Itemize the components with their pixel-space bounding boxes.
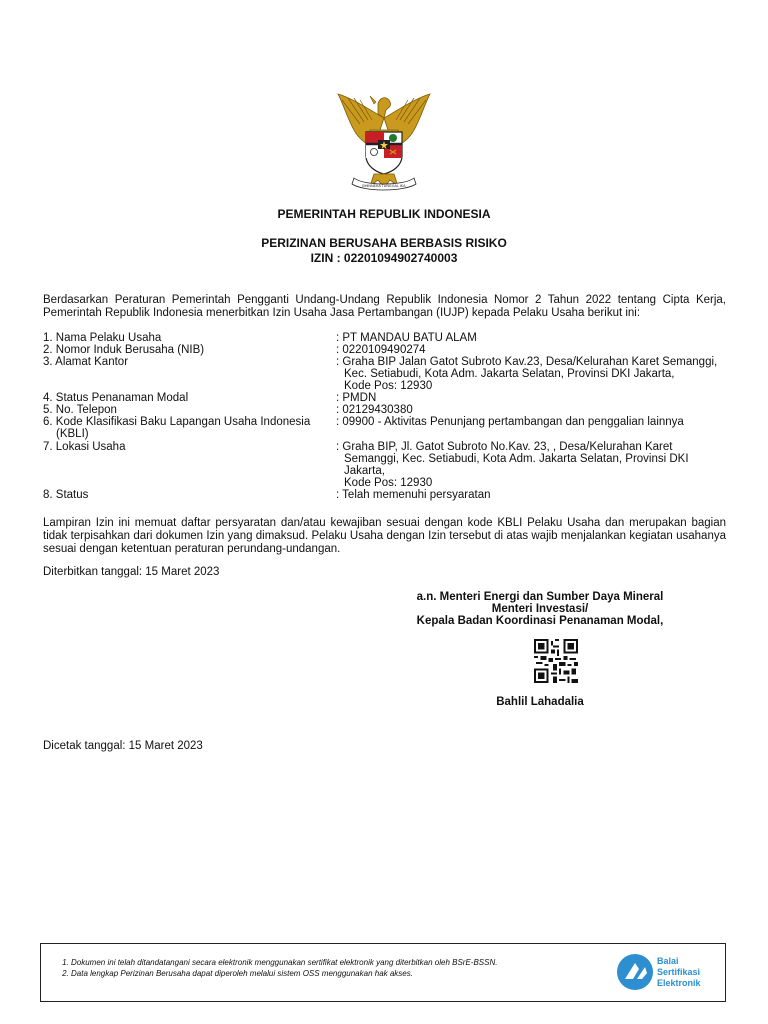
field-value-cont: Kode Pos: 12930 [344, 477, 433, 489]
field-label: 1. Nama Pelaku Usaha [43, 332, 162, 344]
footer-note: 2. Data lengkap Perizinan Berusaha dapat diperoleh melalui sistem OSS menggunakan hak akses. [71, 968, 497, 979]
signatory-name: Bahlil Lahadalia [496, 696, 584, 708]
field-value-cont: Kec. Setiabudi, Kota Adm. Jakarta Selatan, Provinsi DKI Jakarta, [344, 368, 675, 380]
field-label: 3. Alamat Kantor [43, 356, 129, 368]
issued-date: Diterbitkan tanggal: 15 Maret 2023 [43, 566, 220, 578]
garuda-pancasila-emblem [330, 90, 438, 196]
intro-paragraph: Berdasarkan Peraturan Pemerintah Pengganti Undang-Undang Republik Indonesia Nomor 2 Tahun 2022 tentang Cipta Kerja, Pemerintah Republik Indonesia menerbitkan Izin Usaha Jasa Pertambangan (IUJP) kepada Pelaku Usaha berikut ini: [43, 294, 726, 319]
field-value-cont: Jakarta, [344, 465, 385, 477]
government-title: PEMERINTAH REPUBLIK INDONESIA [277, 207, 491, 221]
field-value-cont: Semanggi, Kec. Setiabudi, Kota Adm. Jakarta Selatan, Provinsi DKI [344, 453, 689, 465]
emblem-motto: BHINNEKA TUNGGAL IKA [362, 184, 406, 188]
attachment-paragraph: Lampiran Izin ini memuat daftar persyaratan dan/atau kewajiban sesuai dengan kode KBLI Pelaku Usaha dan merupakan bagian tidak terpisahkan dari dokumen Izin yang dimaksud. Pelaku Usaha dengan Izin tersebut di atas wajib menjalankan kegiatan usahanya sesuai dengan ketentuan peraturan perundang-undangan. [43, 517, 726, 555]
field-value: : 0220109490274 [336, 344, 426, 356]
signature-line-2: Menteri Investasi/ [491, 603, 589, 615]
field-value: : 02129430380 [336, 404, 413, 416]
field-value: : Telah memenuhi persyaratan [336, 489, 491, 501]
field-value: : 09900 - Aktivitas Penunjang pertambangan dan penggalian lainnya [336, 416, 684, 428]
field-label: 5. No. Telepon [43, 404, 117, 416]
field-value: : Graha BIP Jalan Gatot Subroto Kav.23, Desa/Kelurahan Karet Semanggi, [336, 356, 718, 368]
field-value: : PT MANDAU BATU ALAM [336, 332, 477, 344]
field-label: 6. Kode Klasifikasi Baku Lapangan Usaha Indonesia [43, 416, 311, 428]
bse-logo [615, 951, 715, 993]
field-label: 8. Status [43, 489, 89, 501]
field-label: 7. Lokasi Usaha [43, 441, 126, 453]
qr-code-icon [534, 639, 578, 683]
field-value: : Graha BIP, Jl. Gatot Subroto No.Kav. 23, , Desa/Kelurahan Karet [336, 441, 673, 453]
footer-notes [51, 957, 497, 979]
document-title: PERIZINAN BERUSAHA BERBASIS RISIKO [261, 236, 507, 250]
signature-line-3: Kepala Badan Koordinasi Penanaman Modal, [416, 615, 664, 627]
field-value-cont: Kode Pos: 12930 [344, 380, 433, 392]
bse-logo-line-2: Sertifikasi [657, 967, 701, 977]
field-label-cont: (KBLI) [56, 428, 89, 440]
bse-logo-line-1: Balai [657, 956, 679, 966]
footer-box [40, 943, 726, 1002]
field-label: 2. Nomor Induk Berusaha (NIB) [43, 344, 205, 356]
footer-note: 1. Dokumen ini telah ditandatangani secara elektronik menggunakan sertifikat elektronik yang diterbitkan oleh BSrE-BSSN. [71, 957, 497, 968]
field-value: : PMDN [336, 392, 377, 404]
bse-logo-line-3: Elektronik [657, 978, 701, 988]
field-label: 4. Status Penanaman Modal [43, 392, 189, 404]
permit-number: IZIN : 02201094902740003 [310, 251, 458, 265]
signature-line-1: a.n. Menteri Energi dan Sumber Daya Mineral [416, 591, 664, 603]
printed-date: Dicetak tanggal: 15 Maret 2023 [43, 740, 203, 752]
